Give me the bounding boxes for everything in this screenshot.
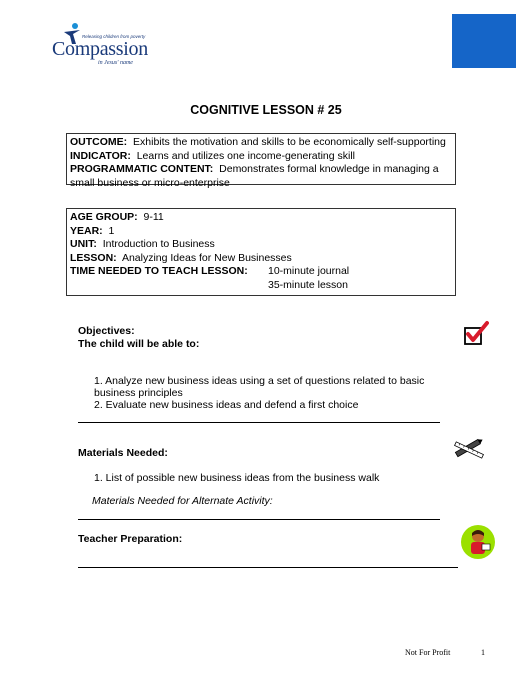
indicator-row bbox=[70, 150, 452, 164]
outcome-row bbox=[70, 136, 452, 150]
teacher-prep-heading: Teacher Preparation: bbox=[78, 533, 183, 545]
time-label: TIME NEEDED TO TEACH LESSON: bbox=[70, 265, 248, 277]
objectives-list bbox=[94, 375, 439, 411]
logo-tagline: Releasing children from poverty bbox=[82, 34, 146, 39]
page-title: COGNITIVE LESSON # 25 bbox=[190, 103, 342, 117]
year-value: 1 bbox=[108, 224, 115, 237]
lesson-info-box bbox=[66, 208, 456, 296]
year-label: YEAR: bbox=[70, 224, 103, 237]
unit-label: UNIT: bbox=[70, 238, 97, 250]
content-label: PROGRAMMATIC CONTENT: bbox=[70, 163, 214, 175]
teacher-icon bbox=[460, 524, 496, 560]
materials-heading: Materials Needed: bbox=[78, 447, 168, 459]
page-number: 1 bbox=[481, 648, 485, 657]
lesson-row bbox=[70, 252, 452, 266]
objective-item: 1. Analyze new business ideas using a set of questions related to basic business principles bbox=[94, 375, 425, 399]
divider bbox=[78, 422, 440, 423]
objectives-subheading: The child will be able to: bbox=[78, 338, 200, 350]
time-row bbox=[70, 265, 452, 279]
unit-value: Introduction to Business bbox=[102, 238, 215, 250]
lesson-label: LESSON: bbox=[70, 251, 117, 264]
content-row bbox=[70, 163, 452, 190]
divider bbox=[78, 519, 440, 520]
materials-item: 1. List of possible new business ideas from the business walk bbox=[94, 472, 380, 484]
time-value-lesson: 35-minute lesson bbox=[268, 278, 348, 291]
logo-wordmark: Compassion bbox=[52, 38, 148, 60]
objectives-heading: Objectives: bbox=[78, 325, 135, 337]
divider bbox=[78, 567, 458, 568]
footer-label: Not For Profit bbox=[405, 648, 451, 657]
outcome-box bbox=[66, 133, 456, 189]
compassion-logo bbox=[52, 22, 164, 68]
indicator-label: INDICATOR: bbox=[70, 149, 131, 162]
indicator-text: Learns and utilizes one income-generating skill bbox=[136, 149, 355, 162]
objective-item: 2. Evaluate new business ideas and defend a first choice bbox=[94, 399, 359, 411]
objectives-heading-block bbox=[78, 325, 199, 351]
lesson-value: Analyzing Ideas for New Businesses bbox=[121, 251, 292, 264]
age-row bbox=[70, 211, 452, 225]
materials-alternate: Materials Needed for Alternate Activity: bbox=[92, 495, 273, 507]
checkbox-check-icon bbox=[463, 320, 489, 346]
age-label: AGE GROUP: bbox=[70, 211, 138, 223]
time-value-journal: 10-minute journal bbox=[268, 265, 350, 277]
outcome-label: OUTCOME: bbox=[70, 136, 128, 148]
pencil-ruler-icon bbox=[452, 436, 486, 460]
unit-row bbox=[70, 238, 452, 252]
time-row-2 bbox=[70, 279, 452, 293]
blue-corner-block bbox=[452, 14, 516, 68]
content-text: Demonstrates formal knowledge in managing a small business or micro-enterprise bbox=[70, 163, 439, 189]
age-value: 9-11 bbox=[143, 211, 164, 223]
year-row bbox=[70, 225, 452, 239]
outcome-text: Exhibits the motivation and skills to be economically self-supporting bbox=[133, 136, 446, 148]
logo-subline: in Jesus' name bbox=[98, 60, 133, 66]
